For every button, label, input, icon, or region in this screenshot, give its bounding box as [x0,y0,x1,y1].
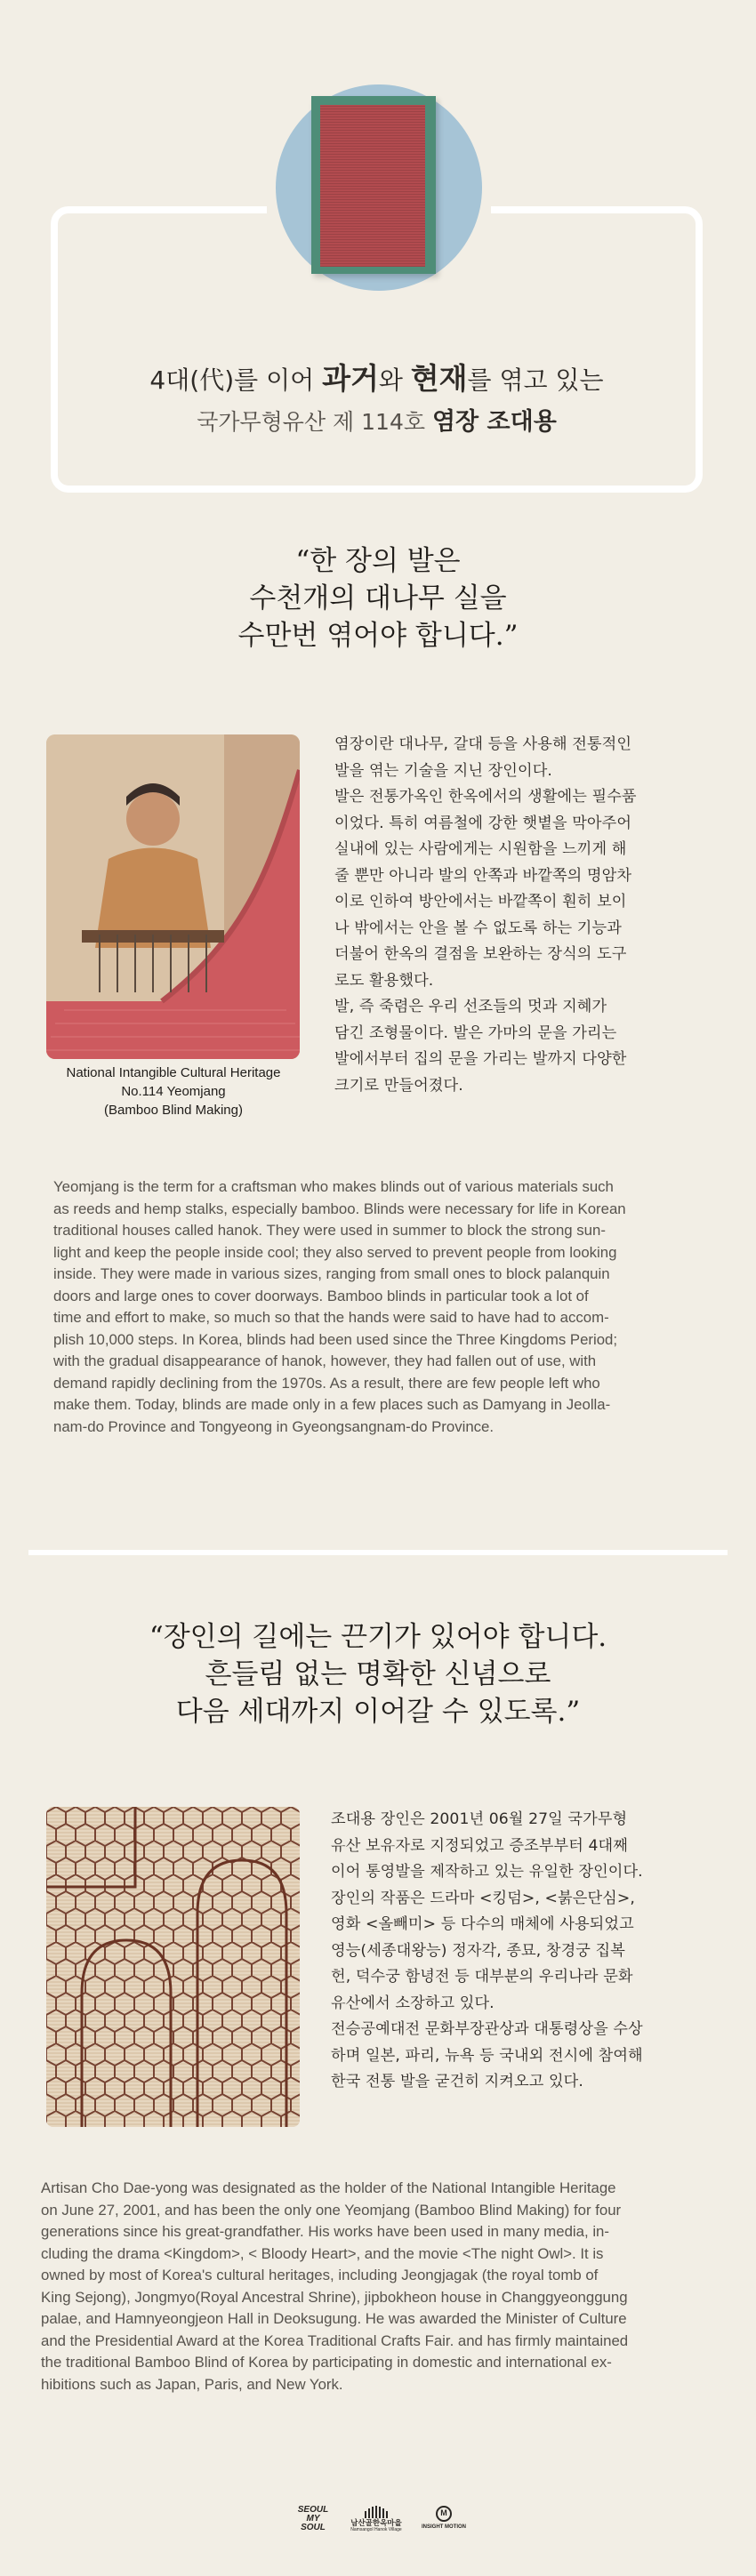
quote-2 [0,1618,756,1730]
quote-line: 다음 세대까지 이어갈 수 있도록.” [175,1696,581,1728]
blind-pattern-photo [46,1807,300,2127]
english-description-2: Artisan Cho Dae-yong was designated as the holder of the National Intangible Heritage on June 27, 2001, and has been the only one Yeomjang (Bamboo Blind Making) for four generations since his great-grandfather. His works have been used in many media, in- cluding the drama <Kingdom>, < Bloody Heart>, and the movie <The night Owl>. It is owned by most of Korea's cultural heritages, including Jeongjagak (the royal tomb of King Sejong), Jongmyo(Royal Ancestral Shrine), jipbokheon house in Changgyeonggung palae, and Hamnyeongjeon Hall in Deoksugung. He was awarded the Minister of Culture and the Presidential Award at the Korea Traditional Crafts Fair. and has firmly maintained the traditional Bamboo Blind of Korea by participating in domestic and international ex- hibitions such as Japan, Paris, and New York. [41,2179,629,2393]
section-divider [28,1550,728,1555]
photo-caption: National Intangible Cultural Heritage No.114 Yeomjang (Bamboo Blind Making) [66,1065,281,1118]
page-subtitle: 국가무형유산 제 114호 염장 조대용 [197,408,557,436]
insight-motion-icon: M [436,2506,452,2522]
korean-description-2: 조대용 장인은 2001년 06월 27일 국가무형 유산 보유자로 지정되었고 증조부부터 4대째 이어 통영발을 제작하고 있는 유일한 장인이다. 장인의 작품은 드라마 <킹덤>, <붉은단심>, 영화 <올빼미> 등 다수의 매체에 사용되었고 영능(세종대왕능) 정자각, 종묘, 창경궁 집복 헌, 덕수궁 함녕전 등 대부분의 우리나라 문화 유산에서 소장하고 있다. 전승공예대전 문화부장관상과 대통령상을 수상 하며 일본, 파리, 뉴욕 등 국내외 전시에 참여해 한국 전통 발을 굳건히 지켜오고 있다. [331,1810,643,2090]
namsangol-logo: 남산골한옥마을 Namsangol Hanok Village [345,2506,407,2532]
quote-line: 수천개의 대나무 실을 [249,582,507,614]
bamboo-blind-surface [320,105,425,267]
quote-line: 수만번 엮어야 합니다.” [237,620,519,652]
namsangol-bars-icon [345,2506,407,2518]
korean-description-1: 염장이란 대나무, 갈대 등을 사용해 전통적인 발을 엮는 기술을 지닌 장인이다. 발은 전통가옥인 한옥에서의 생활에는 필수품 이었다. 특히 여름철에 강한 햇볕을 막아주어 실내에 있는 사람에게는 시원함을 느끼게 해 줄 뿐만 아니라 발의 안쪽과 바깥쪽의 명암차 이로 인하여 방안에서는 바깥쪽이 훤히 보이 나 밖에서는 안을 볼 수 없도록 하는 기능과 더불어 한옥의 결점을 보완하는 장식의 도구 로도 활용했다. 발, 즉 죽렴은 우리 선조들의 멋과 지혜가 담긴 조형물이다. 발은 가마의 문을 가리는 발에서부터 집의 문을 가리는 발까지 다양한 크기로 만들어졌다. [334,735,637,1095]
quote-line: “장인의 길에는 끈기가 있어야 합니다. [149,1621,607,1653]
quote-line: 흔들림 없는 명확한 신념으로 [205,1658,551,1690]
insight-motion-logo: M INSIGHT MOTION [422,2506,466,2531]
seoul-logo: SEOUL MY SOUL [297,2505,329,2532]
artisan-weaving-photo [46,734,300,1059]
page-title: 4대(代)를 이어 과거와 현재를 엮고 있는 [149,361,604,396]
quote-line: “한 장의 발은 [295,545,461,577]
english-description-1: Yeomjang is the term for a craftsman who makes blinds out of various materials such as reeds and hemp stalks, especially bamboo. Blinds were necessary for life in Korean traditional houses called hanok. They were used in summer to block the strong sun- light and keep the people inside cool; they also served to prevent people from looking inside. They were made in various sizes, ranging from small ones to block palanquin doors and large ones to cover doorways. Bamboo blinds in particular took a lot of time and effort to make, so much so that the hands were said to have had to accom- plish 10,000 steps. In Korea, blinds had been used since the Three Kingdoms Period; with the gradual disappearance of hanok, however, they had fallen out of use, with demand rapidly declining from the 1970s. As a result, there are few people left who make them. Today, blinds are made only in a few places such as Damyang in Jeolla- nam-do Province and Tongyeong in Gyeongsangnam-do Province. [53,1178,626,1435]
quote-1 [0,542,756,654]
